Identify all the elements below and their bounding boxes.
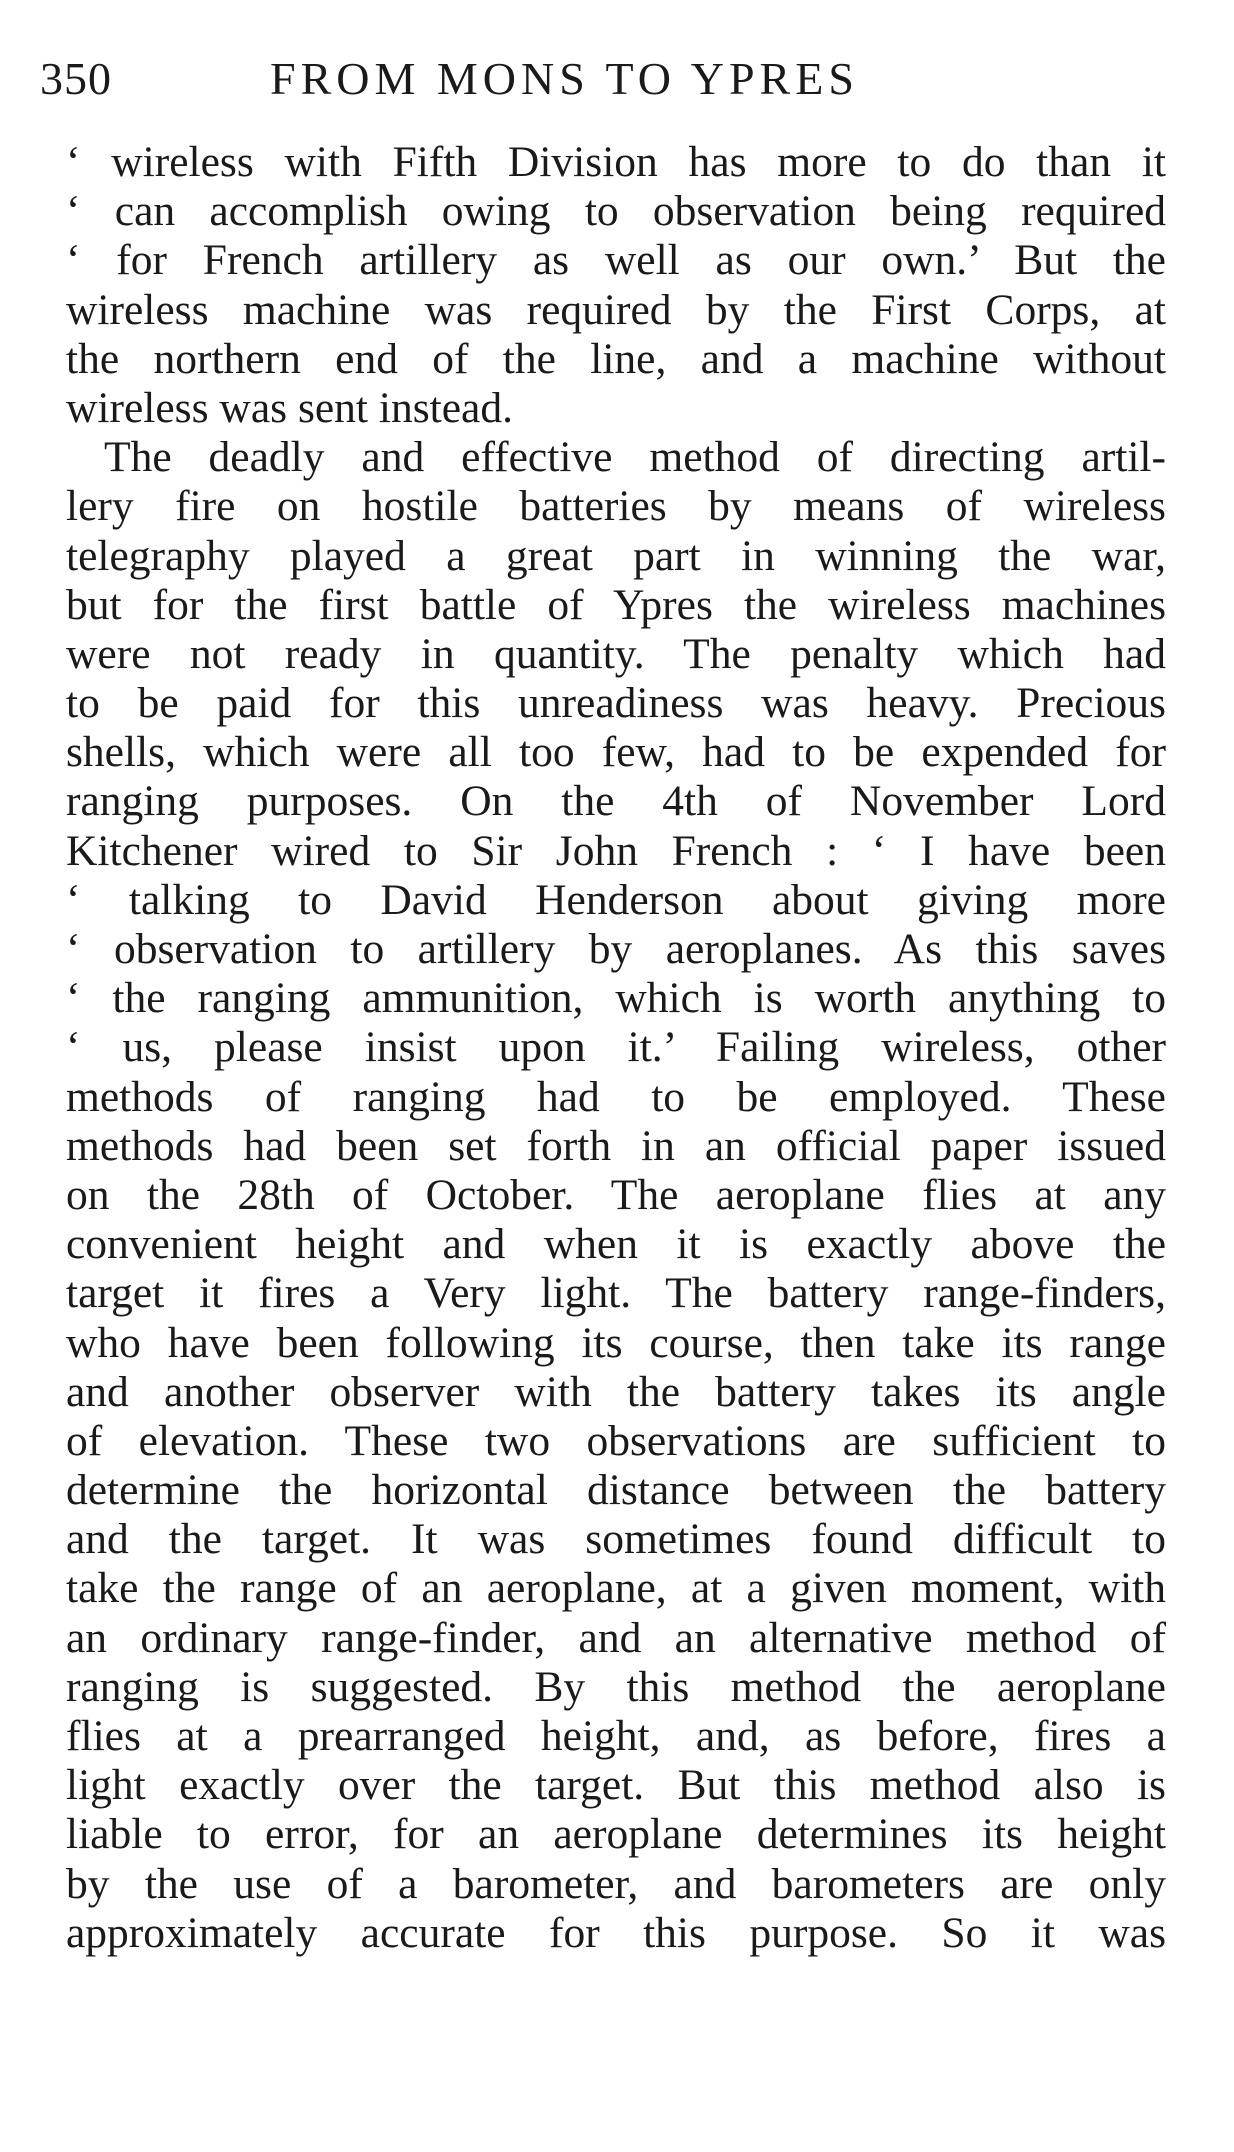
text-line: target it fires a Very light. The battery range-finders, xyxy=(66,1269,1166,1318)
text-line: lery fire on hostile batteries by means of wireless xyxy=(66,482,1166,531)
text-line: ‘ observation to artillery by aeroplanes. As this saves xyxy=(66,925,1166,973)
text-line: to be paid for this unreadiness was heavy. Precious xyxy=(66,679,1166,728)
text-line: ‘ talking to David Henderson about giving more xyxy=(66,875,1166,924)
text-line: determine the horizontal distance between the battery xyxy=(66,1466,1166,1515)
text-line: ‘ can accomplish owing to observation being required xyxy=(66,187,1166,236)
text-line: liable to error, for an aeroplane determines its height xyxy=(66,1810,1166,1859)
text-line: flies at a prearranged height, and, as before, fires a xyxy=(66,1712,1166,1760)
text-line: on the 28th of October. The aeroplane flies at any xyxy=(66,1170,1166,1219)
text-line: were not ready in quantity. The penalty which had xyxy=(66,629,1166,678)
text-line: of elevation. These two observations are sufficient to xyxy=(66,1416,1166,1465)
text-line: approximately accurate for this purpose. So it was xyxy=(66,1908,1166,1957)
text-line: who have been following its course, then take its range xyxy=(66,1318,1166,1367)
text-line: take the range of an aeroplane, at a given moment, with xyxy=(66,1564,1166,1613)
body-text xyxy=(66,138,1166,1958)
paragraph-start-line: The deadly and effective method of directing artil- xyxy=(104,433,1166,482)
text-line: ‘ us, please insist upon it.’ Failing wireless, other xyxy=(66,1023,1166,1072)
text-line: ranging purposes. On the 4th of November Lord xyxy=(66,777,1166,826)
text-line: and another observer with the battery takes its angle xyxy=(66,1367,1166,1416)
text-line: ‘ for French artillery as well as our own.’ But the xyxy=(66,236,1166,285)
text-line: convenient height and when it is exactly above the xyxy=(66,1220,1166,1269)
text-line: ranging is suggested. By this method the aeroplane xyxy=(66,1662,1166,1711)
text-line: ‘ wireless with Fifth Division has more to do than it xyxy=(66,138,1166,186)
page-header xyxy=(40,52,1160,122)
page-number: 350 xyxy=(40,53,112,104)
text-line: Kitchener wired to Sir John French : ‘ I have been xyxy=(66,826,1166,875)
text-line: and the target. It was sometimes found difficult to xyxy=(66,1515,1166,1564)
text-line: methods had been set forth in an official paper issued xyxy=(66,1121,1166,1170)
text-line: wireless was sent instead. xyxy=(66,383,513,432)
text-line: wireless machine was required by the First Corps, at xyxy=(66,285,1166,334)
text-line: ‘ the ranging ammunition, which is worth anything to xyxy=(66,974,1166,1023)
text-line: telegraphy played a great part in winning the war, xyxy=(66,531,1166,580)
text-line: light exactly over the target. But this method also is xyxy=(66,1761,1166,1810)
running-head-title: FROM MONS TO YPRES xyxy=(270,53,859,104)
text-line: an ordinary range-finder, and an alternative method of xyxy=(66,1613,1166,1662)
text-line: but for the first battle of Ypres the wireless machines xyxy=(66,580,1166,629)
text-line: shells, which were all too few, had to be expended for xyxy=(66,728,1166,777)
text-line: methods of ranging had to be employed. These xyxy=(66,1072,1166,1121)
text-line: the northern end of the line, and a machine without xyxy=(66,334,1166,383)
text-line: by the use of a barometer, and barometers are only xyxy=(66,1859,1166,1908)
